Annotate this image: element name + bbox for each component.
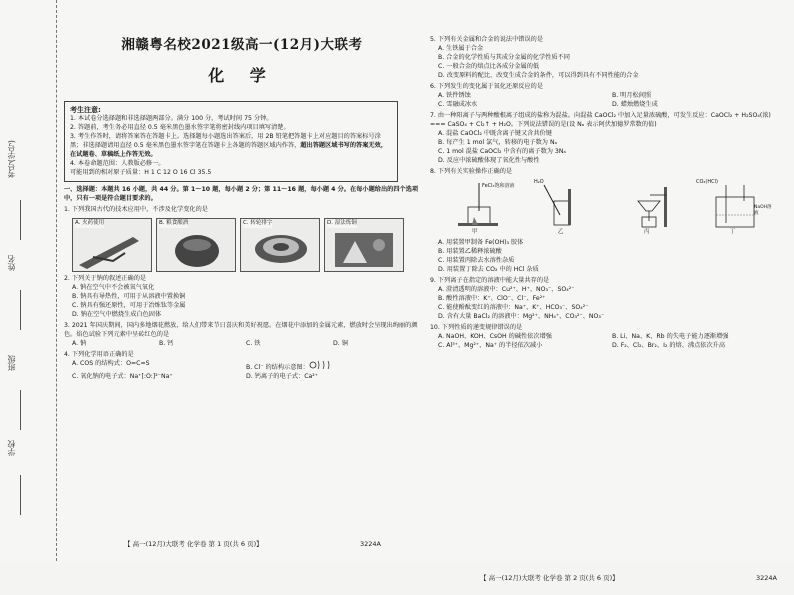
question-9 [430,277,786,322]
option-c: C. 钠具有强还原性，可用于冶炼钛等金属 [72,301,186,309]
class-label: 班级 [7,355,16,371]
option-b: B. Cl⁻ 的结构示意图： [246,360,420,373]
option-c: C. 氧化钠的电子式：Na⁺[:O:]²⁻Na⁺ [72,372,173,380]
question-4 [64,351,420,382]
option-d: D. 钙离子的电子式：Ca²⁺ [246,372,319,380]
page-code: 3224A [756,573,777,582]
copper-smelting-image: D. 湿法炼铜 [324,218,404,272]
question-5 [430,36,786,81]
page-1 [64,0,420,561]
section-heading: 一、选择题：本题共 16 小题，共 44 分。第 1～10 题，每小题 2 分；第 11～16 题，每小题 4 分。在每小题给出的四个选项中，只有一项是符合题目要求的。 [64,185,419,202]
option-d: D. 含有大量 BaCl₂ 的溶液中：Mg²⁺、NH₄⁺、CO₃²⁻、NO₃⁻ [438,312,605,320]
question-stem: 7. 由一种阳离子与两种酸根离子组成的盐称为混盐。向混盐 CaOCl₂ 中加入足量浓硫酸，可发生反应：CaOCl₂ + H₂SO₄(浓) === CaSO₄ + Cl₂↑ + H₂O。下列说法错误的是(设 Nₐ 表示阿伏加德罗常数的值) [430,111,771,128]
option-d: D. 改变原料的配比、改变生成合金的条件，可以得到具有不同性能的合金 [438,71,639,79]
option-b: B. 钙 [159,339,174,347]
notice-item: 2. 答题前，考生务必用直径 0.5 毫米黑色墨水签字笔将密封线内项目填写清楚。 [70,123,290,131]
question-10 [430,324,786,351]
fecl3-annotation: FeCl₃饱和溶液 [482,182,515,189]
option-b: B. 用装置乙稀释浓硫酸 [438,247,502,255]
option-d: D. 反应中浓硫酸体现了氧化性与酸性 [438,156,540,164]
question-stem: 1. 下列我国古代的技术应用中，不涉及化学变化的是 [64,205,208,213]
question-3 [64,322,420,349]
question-stem: 3. 2021 年国庆期间，国内多地烟花燃放，给人们带来节日喜庆和美好祝愿。在烟花中添加的金属元素，燃放时会呈现出绚丽的颜色。焰色试验下列元素中呈砖红色的是 [64,321,418,338]
apparatus-bing: 丙 [610,179,688,237]
page-footer: 【 高一(12月)大联考 化学卷 第 1 页(共 6 页)】 [124,539,263,548]
question-10-options-row2 [430,342,786,351]
notice-item: 可能用到的相对原子质量：H 1 C 12 O 16 Cl 35.5 [70,168,212,176]
option-b: B. 酸性溶液中：K⁺、ClO⁻、Cl⁻、Fe²⁺ [438,294,546,302]
option-b: B. Li、Na、K、Rb 的失电子能力逐渐增强 [612,332,729,340]
question-4-options-row1 [64,360,420,373]
apparatus-jia: FeCl₃饱和溶液 甲 [438,179,516,237]
exam-no-line [20,200,21,240]
apparatus-yi: H₂O 乙 [524,179,602,237]
exam-no-label: 考号(学号) [7,140,16,179]
question-8 [430,168,786,275]
question-stem: 6. 下列发生的变化属于氧化还原反应的是 [430,82,544,90]
question-10-options-row1 [430,333,786,342]
option-c: C. 一般合金的熔点比各成分金属的低 [438,62,540,70]
question-6-options-row2 [430,101,786,110]
option-a: A. 铁件锈蚀 [438,91,471,99]
question-stem: 4. 下列化学用语正确的是 [64,350,134,358]
option-d: D. F₂、Cl₂、Br₂、I₂ 的熔、沸点依次升高 [612,341,726,349]
option-b: B. 明月松间照 [612,91,652,99]
option-c: C. Al³⁺、Mg²⁺、Na⁺ 的半径依次减小 [438,341,543,349]
name-line [20,290,21,330]
option-b: B. 每产生 1 mol 氯气，转移的电子数为 Nₐ [438,138,558,146]
option-d: D. 钠在空气中燃烧生成白色固体 [72,310,162,318]
apparatus-ding: CO₂(HCl) NaOH溶液 丁 [696,179,774,237]
option-a: A. 钠在空气中不会被氧气氧化 [72,283,155,291]
page-footer: 【 高一(12月)大联考 化学卷 第 2 页(共 6 页)】 [480,573,619,582]
option-a: A. 用装置甲制备 Fe(OH)₃ 胶体 [438,238,524,246]
option-b: B. 合金的化学性质与其成分金属的化学性质不同 [438,53,570,61]
option-b: B. 钠具有导热性，可用于从溶液中置换铜 [72,292,186,300]
option-c: C. 1 mol 混盐 CaOCl₂ 中含有的离子数为 3Nₐ [438,147,566,155]
question-1-images [72,218,420,272]
exam-title: 湘赣粤名校2021级高一(12月)大联考 [121,37,363,53]
name-label: 姓名 [7,255,16,271]
naoh-annotation: NaOH溶液 [754,204,772,217]
question-7 [430,112,786,166]
option-a: A. 混盐 CaOCl₂ 中既含离子键又含共价键 [438,129,552,137]
cl-ion-diagram-icon [309,360,335,369]
question-4-options-row2 [64,373,420,382]
question-2 [64,275,420,320]
option-a: A. 生铁属于合金 [438,44,484,52]
apparatus-figures [438,179,786,237]
option-d: D. 用装置丁除去 CO₂ 中的 HCl 杂质 [438,265,539,273]
water-annotation: H₂O [534,178,544,185]
question-stem: 2. 下列关于钠的叙述正确的是 [64,274,147,282]
movable-type-image: C. 转轮排字 [240,218,320,272]
option-a: A. 钠 [72,339,87,347]
notice-item: 1. 本试卷分选择题和非选择题两部分。满分 100 分，考试时间 75 分钟。 [70,114,273,122]
notice-item: 4. 本卷命题范围：人教版必修一。 [70,159,165,167]
option-d: D. 蜡烛燃烧生成 [612,100,658,108]
option-c: C. 能使酚酞变红的溶液中：Na⁺、K⁺、HCO₃⁻、SO₄²⁻ [438,303,589,311]
subject-heading: 化 学 [208,65,276,85]
school-label: 学校 [7,440,16,456]
option-d: D. 铜 [333,339,348,347]
gunpowder-image: A. 火药使用 [72,218,152,272]
page-code: 3224A [360,539,381,548]
option-c: C. 铁 [246,339,261,347]
question-1 [64,206,420,272]
binding-strip [0,0,57,561]
option-c: C. 用装置丙除去水溶性杂质 [438,256,515,264]
page-2 [430,0,786,595]
question-stem: 10. 下列性质的递变规律错误的是 [430,323,523,331]
question-stem: 5. 下列有关金属和合金的说法中错误的是 [430,36,544,43]
notice-item: 3. 考生作答时，请将答案答在答题卡上。选择题每小题选出答案后，用 2B 铅笔把答题卡上对应题目的答案标号涂黑；非选择题请用直径 0.5 毫米黑色墨水签字笔在答题卡上各题的答题区域内作答，超出答题区域书写的答案无效，在试题卷、草稿纸上作答无效。 [70,132,387,158]
option-a: A. COS 的结构式：O=C=S [72,359,150,367]
notice-heading: 考生注意: [70,105,101,114]
class-line [20,390,21,430]
question-stem: 9. 下列离子在指定的溶液中能大量共存的是 [430,276,550,284]
co2-annotation: CO₂(HCl) [696,178,718,185]
question-stem: 8. 下列有关实验操作正确的是 [430,167,513,175]
brewing-image: B. 粮食酿酒 [156,218,236,272]
school-line [20,475,21,515]
option-a: A. NaOH、KOH、CsOH 的碱性依次增强 [438,332,552,340]
question-6-options-row1 [430,92,786,101]
question-6 [430,83,786,110]
option-c: C. 雪融成冰水 [438,100,478,108]
option-a: A. 澄清透明的溶液中：Cu²⁺、H⁺、NO₃⁻、SO₄²⁻ [438,285,575,293]
question-3-options [64,340,420,349]
candidate-notice [64,101,398,182]
notice-emphasis: 超出答题区域书写的答案无效，在试题卷、草稿纸上作答无效。 [70,141,387,158]
